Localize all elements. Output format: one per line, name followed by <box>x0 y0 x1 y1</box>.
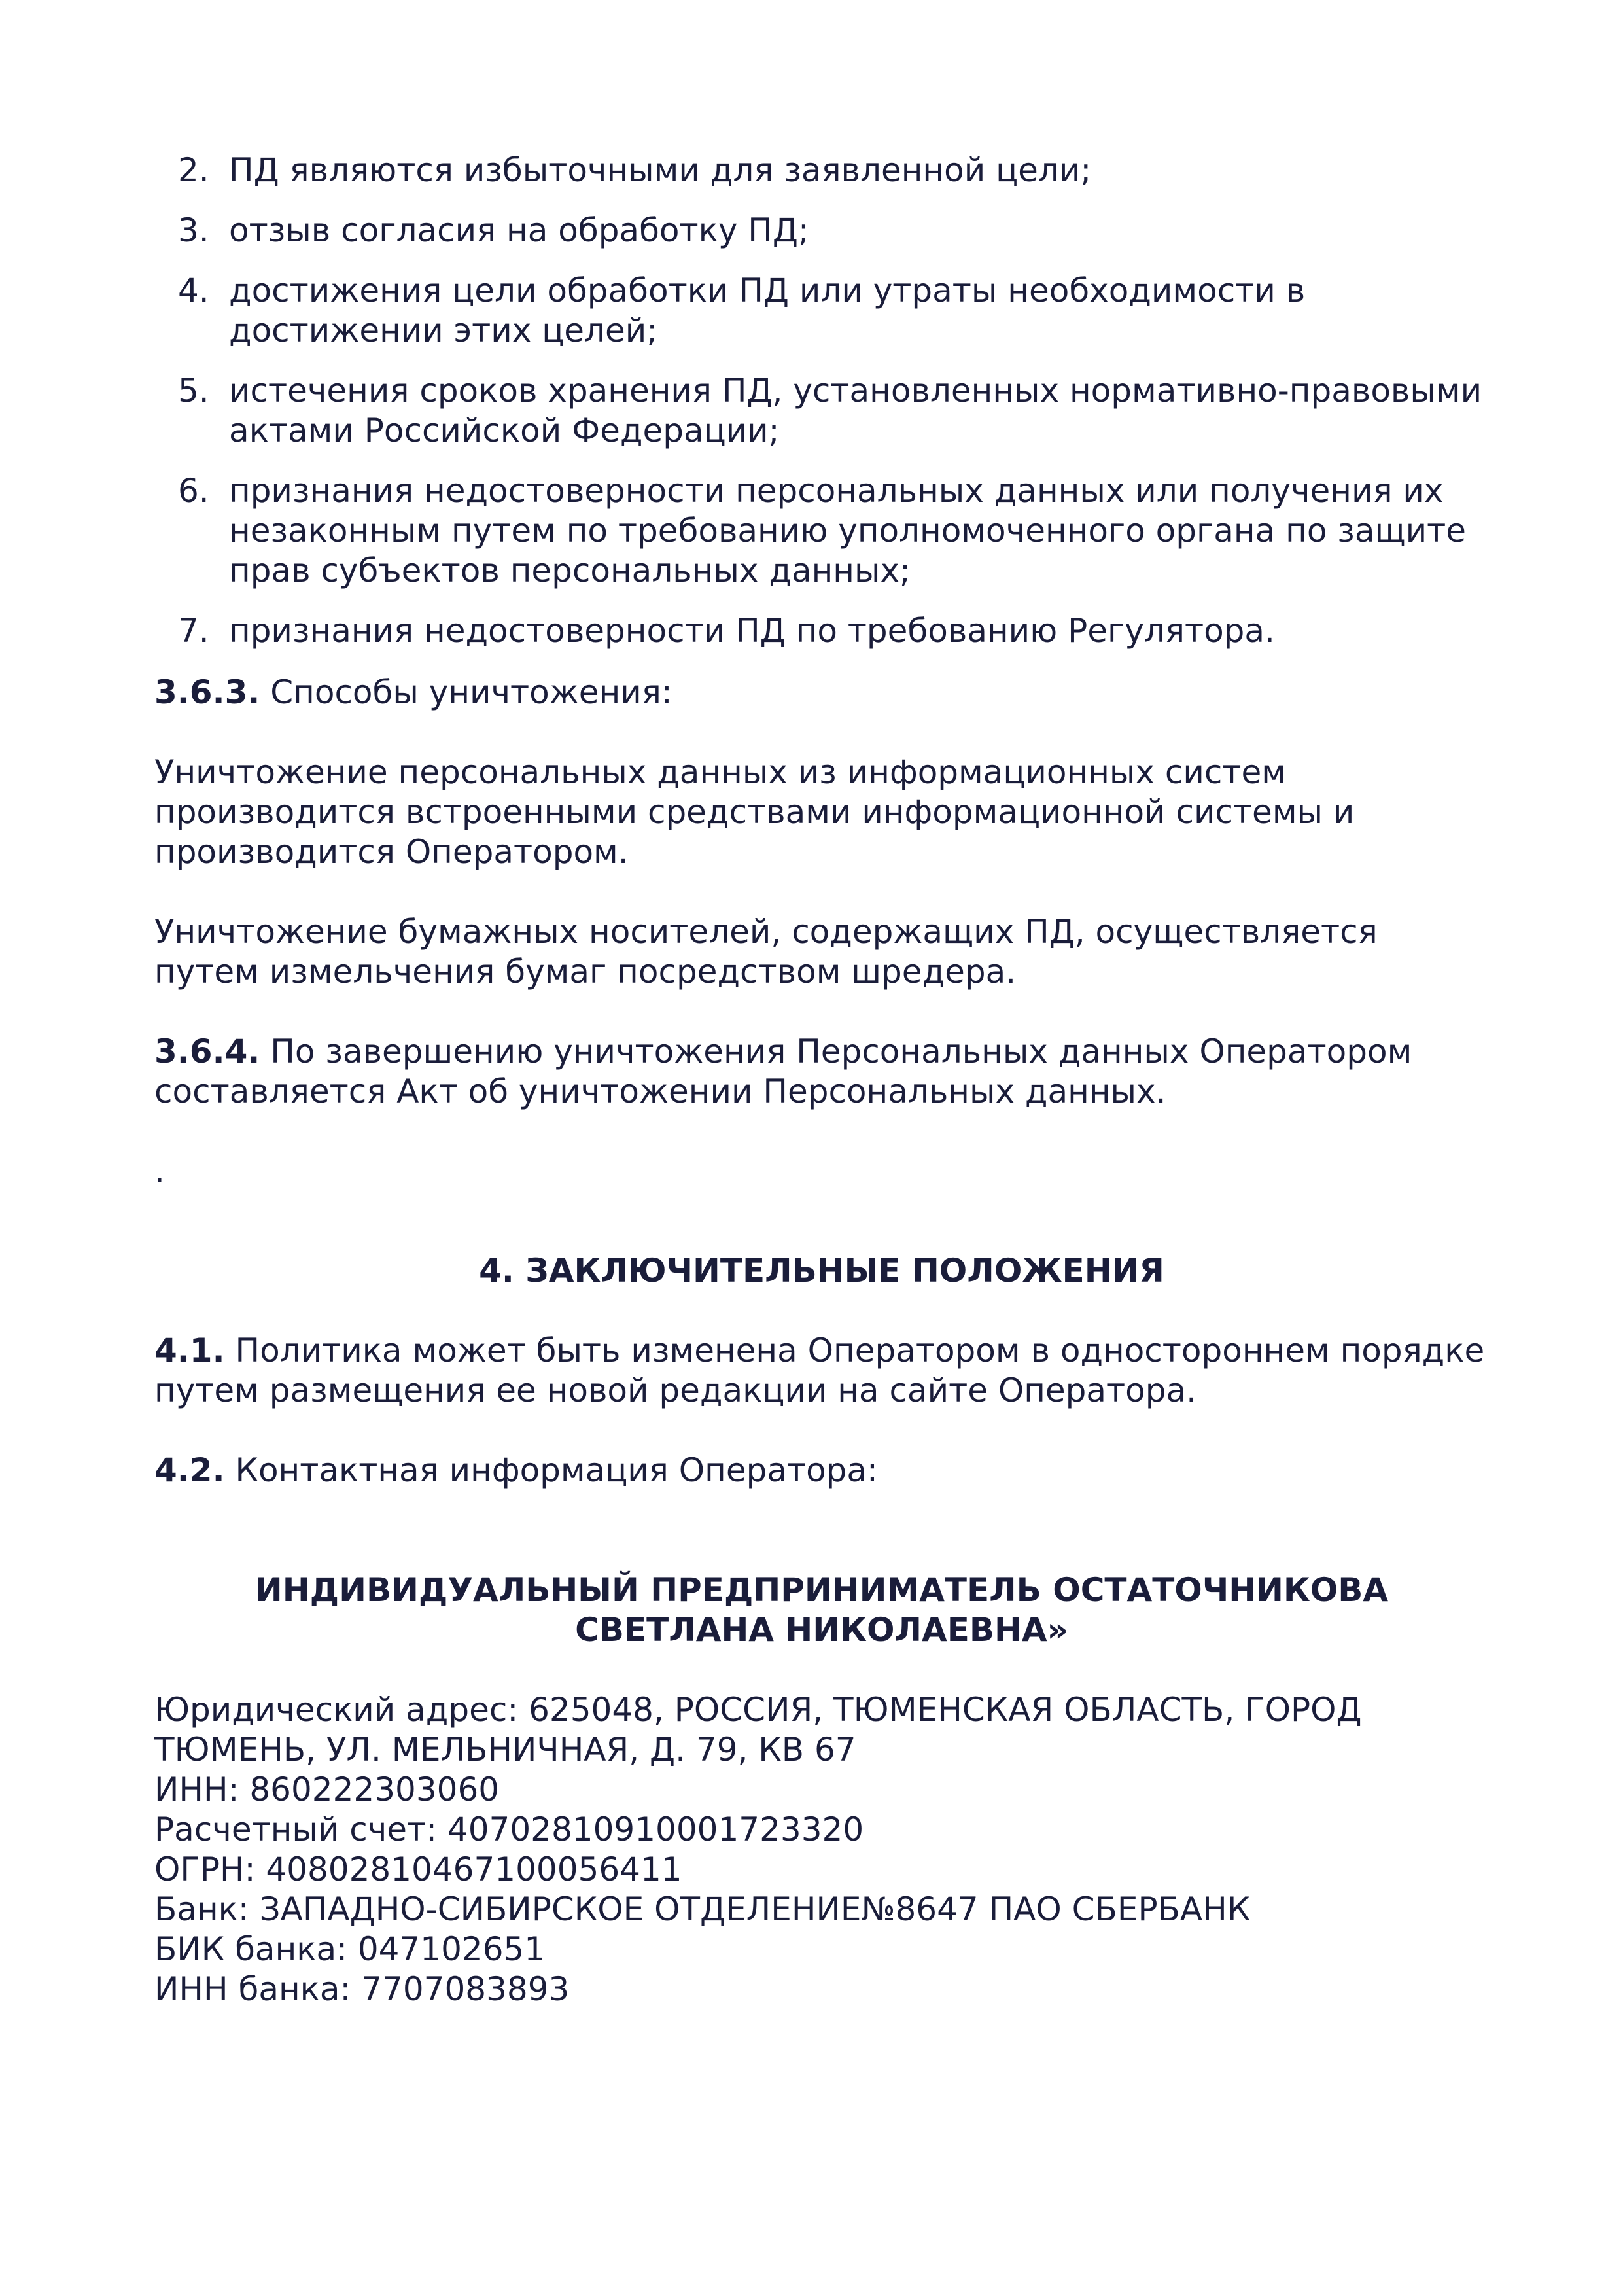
list-item <box>154 211 1489 251</box>
bik-line: БИК банка: 047102651 <box>154 1930 546 1968</box>
company-name: ИНДИВИДУАЛЬНЫЙ ПРЕДПРИНИМАТЕЛЬ ОСТАТОЧНИКОВА СВЕТЛАНА НИКОЛАЕВНА» <box>254 1571 1389 1649</box>
inn-line: ИНН: 860222303060 <box>154 1771 500 1809</box>
ogrn-line: ОГРН: 408028104671000564​11 <box>154 1850 682 1888</box>
bank-inn-line: ИНН банка: 7707083893 <box>154 1970 570 2008</box>
list-item-text: достижения цели обработки ПД или утраты необходимости в достижении этих целей; <box>229 272 1306 349</box>
list-item-number: 6. <box>178 472 209 510</box>
document-page <box>154 150 1489 2009</box>
list-item <box>154 271 1489 351</box>
list-item-text: ПД являются избыточными для заявленной цели; <box>229 151 1092 189</box>
section-heading: 4. ЗАКЛЮЧИТЕЛЬНЫЕ ПОЛОЖЕНИЯ <box>479 1252 1164 1290</box>
section-number: 3.6.3. <box>154 673 260 711</box>
section-text: Способы уничтожения: <box>260 673 672 711</box>
list-item <box>154 611 1489 651</box>
company-details <box>154 1690 1489 2009</box>
section-text: Контактная информация Оператора: <box>224 1451 878 1489</box>
section-number: 4.1. <box>154 1332 225 1369</box>
section-4-1 <box>154 1331 1489 1411</box>
list-item <box>154 371 1489 451</box>
bank-line: Банк: ЗАПАДНО-СИБИРСКОЕ ОТДЕЛЕНИЕ№8647 ПАО СБЕРБАНК <box>154 1890 1251 1928</box>
list-item-text: отзыв согласия на обработку ПД; <box>229 211 809 249</box>
list-item-number: 4. <box>178 272 209 309</box>
stray-dot: . <box>154 1152 165 1190</box>
paragraph-is-destruction: Уничтожение персональных данных из информационных систем производится встроенными средствами информационной системы и производится Оператором. <box>154 753 1355 871</box>
list-item-number: 2. <box>178 151 209 189</box>
paragraph-paper-destruction: Уничтожение бумажных носителей, содержащих ПД, осуществляется путем измельчения бумаг посредством шредера. <box>154 913 1378 991</box>
list-item-number: 7. <box>178 612 209 650</box>
list-item-text: признания недостоверности ПД по требованию Регулятора. <box>229 612 1275 650</box>
section-4-2 <box>154 1451 1489 1491</box>
list-item-number: 3. <box>178 211 209 249</box>
list-item-number: 5. <box>178 372 209 410</box>
section-text: По завершению уничтожения Персональных данных Оператором составляется Акт об уничтожении Персональных данных. <box>154 1033 1412 1110</box>
section-3-6-4 <box>154 1032 1489 1112</box>
list-item <box>154 150 1489 190</box>
section-text: Политика может быть изменена Оператором в одностороннем порядке путем размещения ее новой редакции на сайте Оператора. <box>154 1332 1485 1409</box>
account-line: Расчетный счет: 40702810910001723320 <box>154 1810 864 1848</box>
list-item-text: признания недостоверности персональных данных или получения их незаконным путем по требованию уполномоченного органа по защите прав субъектов персональных данных; <box>229 472 1467 590</box>
legal-address: Юридический адрес: 625048, РОССИЯ, ТЮМЕНСКАЯ ОБЛАСТЬ, ГОРОД ТЮМЕНЬ, УЛ. МЕЛЬНИЧНАЯ, Д. 79, КВ 67 <box>154 1691 1362 1769</box>
section-number: 4.2. <box>154 1451 225 1489</box>
section-3-6-3 <box>154 673 1489 713</box>
list-item-text: истечения сроков хранения ПД, установленных нормативно-правовыми актами Российской Федерации; <box>229 372 1482 450</box>
reasons-list <box>154 150 1489 651</box>
list-item <box>154 471 1489 591</box>
section-number: 3.6.4. <box>154 1033 260 1070</box>
